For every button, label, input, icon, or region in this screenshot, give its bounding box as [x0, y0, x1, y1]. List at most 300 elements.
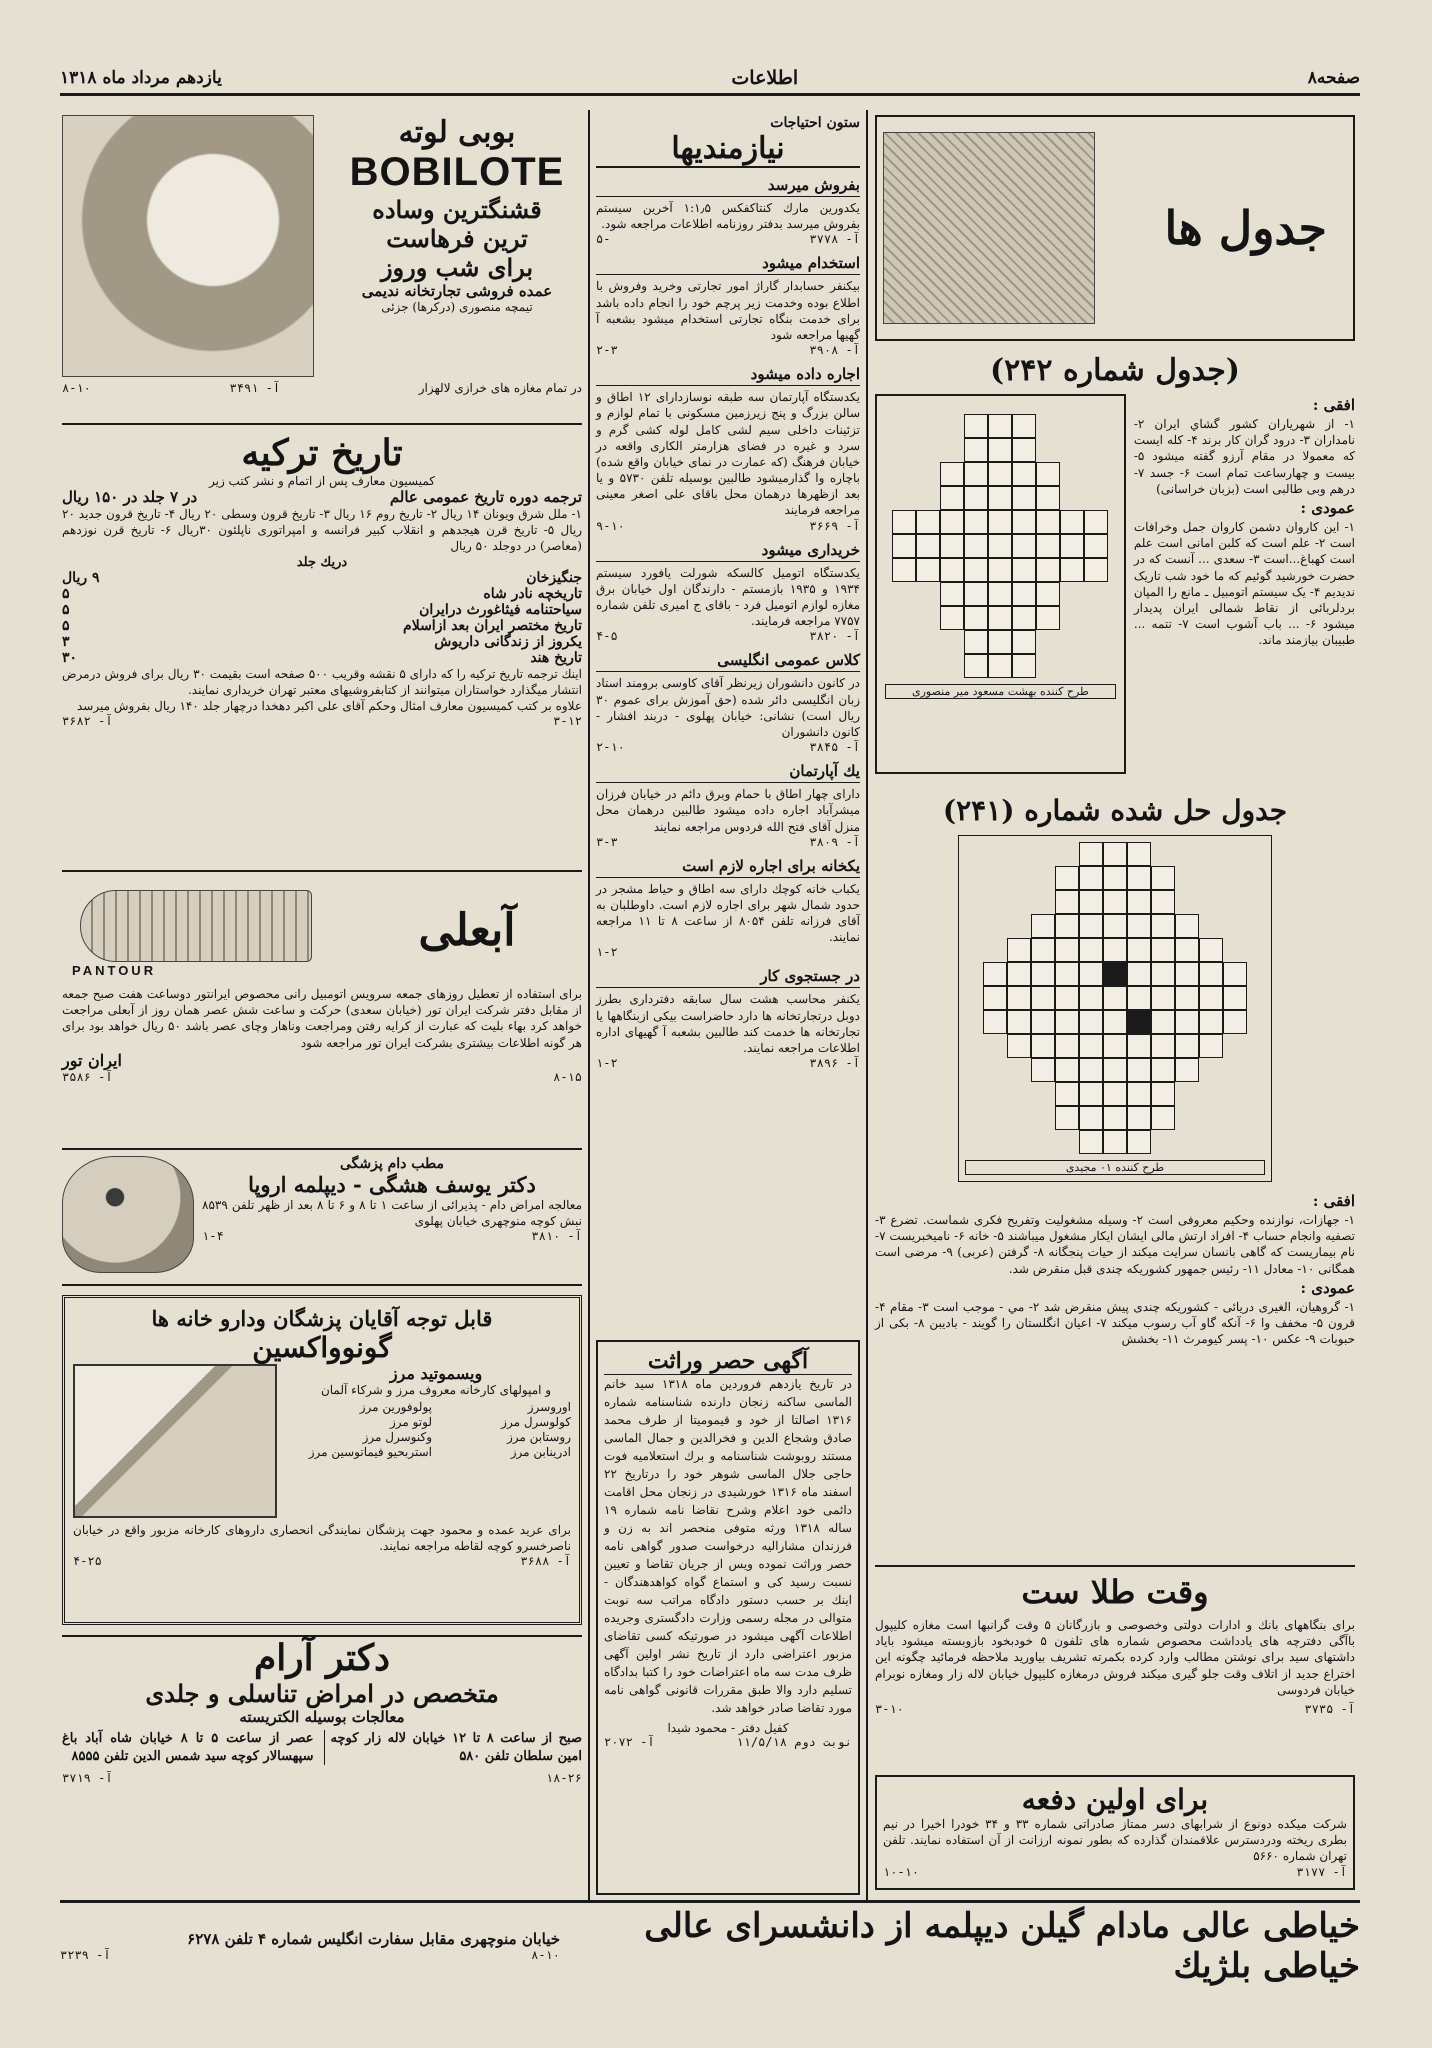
grid-empty [983, 1058, 1007, 1082]
classified-item [596, 965, 860, 1070]
book-name: سياحتنامه فيثاغورث درايران [419, 601, 582, 618]
grid-cell [1007, 986, 1031, 1010]
grid-empty [892, 582, 916, 606]
grid-cell [940, 510, 964, 534]
vet-body: معالجه امراض دام - پذيرائی از ساعت ۱ تا ۸ و ۶ تا ۸ بعد از ظهر تلفن ۸۵۳۹ نبش کوچه منوچهری خيابان پهلوی [202, 1198, 583, 1229]
grid-cell [1079, 1034, 1103, 1058]
grid-cell [1175, 962, 1199, 986]
grid-cell [1103, 1130, 1127, 1154]
grid-cell [1103, 842, 1127, 866]
train-illustration [62, 880, 332, 980]
grid-cell [1031, 938, 1055, 962]
classified-heading: استخدام ميشود [596, 252, 860, 275]
tailor-info [60, 1930, 560, 1962]
grid-cell [1055, 1058, 1079, 1082]
classified-num: ۵- [596, 232, 611, 247]
first-time-codes [883, 1865, 1347, 1879]
grid-cell [1012, 438, 1036, 462]
grid-empty [1199, 1130, 1223, 1154]
page-number: صفحه۸ [1307, 67, 1360, 88]
history-codes [62, 714, 582, 728]
classified-num: ۳-۳ [596, 834, 618, 849]
grid-cell [1151, 938, 1175, 962]
grid-cell [892, 510, 916, 534]
book-price: ۵ [62, 601, 70, 618]
grid-cell [1103, 1034, 1127, 1058]
grid-cell [1012, 606, 1036, 630]
grid-empty [1084, 630, 1108, 654]
grid-cell [1199, 986, 1223, 1010]
grid-cell [1036, 534, 1060, 558]
grid-cell [988, 414, 1012, 438]
classified-code: آ- ۳۷۷۸ [809, 232, 860, 247]
faces-illustration-icon [883, 132, 1095, 324]
product-item: استربحيو فيماتوسين مرز [308, 1445, 432, 1459]
gono-sub: ويسموتيد مرز [389, 1364, 483, 1383]
classified-codes [596, 945, 860, 959]
dog-head-icon [62, 1156, 194, 1273]
grid-cell [1103, 914, 1127, 938]
grid-cell [1007, 1034, 1031, 1058]
bobilote-footer [62, 381, 582, 395]
bobilote-line3: برای شب وروز [380, 253, 534, 282]
grid-empty [1175, 1106, 1199, 1130]
book-price: ۹ ريال [62, 569, 100, 586]
grid-empty [1223, 914, 1247, 938]
classified-heading: در جستجوی کار [596, 965, 860, 988]
bobilote-line1: قشنگترين وساده [372, 195, 542, 224]
classified-codes [596, 519, 860, 533]
grid-cell [1127, 1106, 1151, 1130]
grid-cell [1012, 558, 1036, 582]
grid-empty [1060, 606, 1084, 630]
classified-num: ۲-۳ [596, 343, 618, 358]
classified-body: يکدستگاه اتوميل کالسکه شورلت يافورد سيستم ۱۹۳۴ و ۱۹۳۵ بازمستم - دارندگان اول خيابان برق مغازه لوازم اتوميل فرد - باقای ج اميری تلفن شماره ۷۷۵۷ مراجعه فرمايند. [596, 565, 860, 629]
grid-cell [1127, 914, 1151, 938]
grid-cell [964, 510, 988, 534]
grid-empty [1060, 654, 1084, 678]
grid-cell [1175, 938, 1199, 962]
grid-empty [916, 462, 940, 486]
grid-empty [1084, 414, 1108, 438]
classified-heading: کلاس عمومی انگليسی [596, 649, 860, 672]
grid-empty [1084, 582, 1108, 606]
classified-heading: يك آپارتمان [596, 760, 860, 783]
grid-cell [1127, 842, 1151, 866]
grid-cell [1223, 986, 1247, 1010]
bobilote-code: آ- ۳۴۹۱ [229, 381, 281, 395]
grid-cell [1007, 938, 1031, 962]
classified-list [596, 174, 860, 1070]
grid-cell [1055, 1106, 1079, 1130]
bobilote-text [332, 115, 582, 377]
grid-empty [1084, 438, 1108, 462]
grid-cell [940, 462, 964, 486]
grid-empty [1031, 890, 1055, 914]
grid-empty [1199, 914, 1223, 938]
grid-empty [1199, 1082, 1223, 1106]
grid-empty [1060, 630, 1084, 654]
grid-cell [1036, 510, 1060, 534]
newspaper-name: اطلاعات [731, 66, 799, 89]
grid-cell [1151, 1106, 1175, 1130]
grid-empty [1084, 654, 1108, 678]
down-label: عمودی : [1300, 498, 1355, 517]
grid-empty [1031, 1106, 1055, 1130]
grid-cell [1103, 866, 1127, 890]
grid-cell [1175, 1034, 1199, 1058]
grid-empty [916, 414, 940, 438]
notice-num: نوبت دوم ۱۱/۵/۱۸ [736, 1735, 852, 1749]
grid-cell [1036, 606, 1060, 630]
grid-cell [964, 414, 988, 438]
history-num: ۳-۱۲ [553, 714, 582, 729]
grid-cell [1127, 962, 1151, 986]
classified-code: آ- ۳۸۲۰ [809, 629, 860, 644]
grid-cell [1084, 510, 1108, 534]
classified-heading: خريداری ميشود [596, 539, 860, 562]
grid-cell [988, 510, 1012, 534]
classified-item [596, 855, 860, 960]
grid-empty [1084, 606, 1108, 630]
grid-empty [1199, 890, 1223, 914]
grid-empty [1175, 842, 1199, 866]
grid-cell [1031, 914, 1055, 938]
grid-cell [1036, 558, 1060, 582]
crossword-grid-241 [958, 835, 1272, 1182]
grid-cell [1055, 962, 1079, 986]
grid-cell [988, 462, 1012, 486]
time-gold-code: آ- ۳۷۳۵ [1304, 1701, 1355, 1716]
book-price: ۵ [62, 617, 70, 634]
grid-empty [1223, 866, 1247, 890]
gono-codes [73, 1554, 571, 1568]
book-row [62, 634, 582, 650]
grid-cell [892, 558, 916, 582]
grid-empty [1223, 1082, 1247, 1106]
aram-hours-right: صبح از ساعت ۸ تا ۱۲ خيابان لاله زار کوچه امين سلطان تلفن ۵۸۰ [324, 1730, 583, 1765]
grid-cell [1060, 534, 1084, 558]
book-name: جنگيزخان [526, 569, 582, 586]
grid-cell [1151, 962, 1175, 986]
notice-codes [604, 1735, 852, 1749]
classified-num: ۲-۱۰ [596, 740, 625, 755]
grid-empty [1199, 866, 1223, 890]
abali-num: ۸-۱۵ [553, 1069, 582, 1084]
grid-empty [1007, 1082, 1031, 1106]
first-time-body: شرکت ميکده دونوع از شرابهای دسر ممتاز صادراتی شماره ۳۳ و ۳۴ خودرا اخيرا در نيم بطری ريخته ودردسترس علاقمندان گذارده که بطور نمونه ارزانت از آن استفاده نمايند. تلفن تهران شماره ۵۶۶۰ [883, 1817, 1347, 1864]
book-name: يکروز از زندگانی داريوش [434, 633, 582, 650]
grid-cell [1103, 1058, 1127, 1082]
grid-cell [1079, 1130, 1103, 1154]
grid-cell [1012, 534, 1036, 558]
grid-cell [1055, 938, 1079, 962]
classified-item [596, 174, 860, 246]
product-item: وکنوسرل مرز [362, 1430, 432, 1444]
ad-first-time [875, 1775, 1355, 1890]
grid-empty [1060, 414, 1084, 438]
train-icon [80, 890, 312, 962]
grid-cell [1055, 986, 1079, 1010]
grid-cell [1012, 462, 1036, 486]
product-item: ادرينابن مرز [510, 1445, 571, 1459]
grid-cell [1031, 986, 1055, 1010]
grid-cell [1084, 558, 1108, 582]
puzzle-title: (جدول شماره ۲۴۲) [989, 353, 1241, 388]
grid-cell [1055, 914, 1079, 938]
grid-cell [1127, 986, 1151, 1010]
bobilote-title-en: BOBILOTE [349, 150, 565, 194]
classified-body: بيکنفر حسابدار گاراژ امور تجارتی وخريد وفروش با اطلاع بوده وخدمت زير پرچم خود را انجام داده باشد برای خدمت بنگاه تجارتی استخدام ميشود بشعبه آ گهيها مراجعه شود [596, 279, 860, 342]
classifieds-title: نيازمنديها [596, 131, 860, 168]
grid-empty [892, 438, 916, 462]
grid-empty [983, 842, 1007, 866]
across-clues: ۱- از شهرياران کشور گشاي ايران ۲- نامداران ۳- درود گران کار برند ۴- کله ايست که معمولا در مقام آرزو گفته ميشود ۵- بيست و چهارساعت تمام است ۶- جسد ۷- درهم وبی طالبی است (بزبان خراسانی) [1133, 417, 1356, 496]
grid-empty [983, 1130, 1007, 1154]
puzzle-credit: طرح کننده بهشت مسعود مير منصوری [885, 684, 1116, 699]
classified-codes [596, 835, 860, 849]
grid-cell [1151, 986, 1175, 1010]
classified-item [596, 363, 860, 533]
grid-cell [1103, 1082, 1127, 1106]
book-name: تاريخ هند [530, 649, 582, 666]
bobilote-line4: عمده فروشی تجارتخانه نديمی [361, 282, 553, 300]
notice-body: در تاريخ يازدهم فروردين ماه ۱۳۱۸ سيد خانم الماسی ساکنه زنجان دارنده شناسنامه شماره ۱۳۱۶ اصالتا از خود و قيموميتا از طرف محمد صادق وشجاع الدين و فخرالدين و جمال الماسی مستند روبوشت شناسنامه و برك استعلاميه فوت حاجی جلال الماسی شوهر خود را درتاريخ ۲۲ اسفند ماه ۱۳۱۶ خورشيدی در زنجان محل اقامت دائمی خود اعلام وشرح نقاضا نامه شماره ۱۹ ساله ۱۳۱۸ ورثه متوفی منحصر اند به زن و فرزندان مشاراليه درخواست صدور گواهی نامه حصر وراثت نموده ويس از جريان تقاضا و تعيين نسبت رسيد کی و استماع گواه کواهدهندگان - اينك بر حسب دستور دادگاه مراتب سه نوبت متوالی در مجله رسمی وزارت دادگستری وجريده اطلاعات آگهی ميشود در صورتيکه کسی تقاضای مزبور اعتراضی دارد از تاريخ نشر اولين آگهی ظرف مدت سه ماه اعتراضات خود را کتبا بدادگاه تسليم دارد والا طبق مقررات قانونی گواهی نامه مورد تقاضا صادر خواهد شد. [604, 1377, 852, 1715]
book-row [62, 586, 582, 602]
gono-title: قابل توجه آقايان پزشگان ودارو خانه ها [151, 1306, 493, 1331]
classified-item [596, 649, 860, 754]
grid-empty [1060, 462, 1084, 486]
grid-cell [1055, 890, 1079, 914]
gono-body: برای عريد عمده و محمود جهت پزشگان نمايندگی انحصاری داروهای کارخانه مزبور واقع در خيابان ناصرخسرو کوچه لقاطه مراجعه نمايند. [73, 1523, 571, 1554]
grid-cell [1036, 486, 1060, 510]
book-row [62, 650, 582, 666]
history-heading-row [62, 488, 582, 506]
grid-empty [1175, 1130, 1199, 1154]
grid-cell [1127, 1058, 1151, 1082]
bobilote-line2: ترين فرهاست [386, 224, 528, 253]
pantour-brand: PANTOUR [72, 963, 157, 978]
grid-cell [916, 534, 940, 558]
solved-across-clues: ۱- جهازات، نوازنده وحکيم معروفی است ۲- وسيله مشغوليت وتفريح فکری شماست. تضرع ۳- تصفيه وانجام حساب ۴- افراد ارتش مالی ايشان ايکار مشغول ميباشند ۵- خانه ۶- ناميخبريست ۷- نام بيماريست که گاهی بانسان سرايت ميکند از حيات پنجگانه ۸- گرفتن (عربی) ۹- مرضی است همگانی ۱۰- معادل ۱۱- رئيس جمهور کشوريکه چندی قبل منقرض شد. [875, 1213, 1355, 1276]
grid-cell [988, 438, 1012, 462]
grid-cell [892, 534, 916, 558]
grid-cell [940, 534, 964, 558]
grid-empty [1007, 1058, 1031, 1082]
grid-cell [1079, 1010, 1103, 1034]
classified-heading: يكخانه برای اجاره لازم است [596, 855, 860, 878]
grid-cell [988, 582, 1012, 606]
grid-cell [1103, 1010, 1127, 1034]
grid-cell [964, 534, 988, 558]
grid-cell [1031, 962, 1055, 986]
grid-empty [916, 630, 940, 654]
classified-item [596, 252, 860, 357]
ad-turkey-history [62, 432, 582, 872]
grid-black-cell [1103, 962, 1127, 986]
history-body: ۱- ملل شرق ويونان ۱۴ ريال ۲- تاريخ روم ۱۶ ريال ۳- تاريخ قرون وسطی ۲۰ ريال ۴- تاريخ قرون جديد ۲۰ ريال ۵- تاريخ قرن هيجدهم و انقلاب کبير فرانسه و امپراتوری ناپلئون ۳۰ريال ۶- تاريخ قرن نوزدهم (معاصر) در دوجلد ۵۰ ريال [62, 507, 583, 554]
grid-cell [1127, 938, 1151, 962]
aram-hours-left: عصر از ساعت ۵ تا ۸ خيابان شاه آباد باغ سپهسالار کوچه سيد شمس الدين تلفن ۸۵۵۵ [62, 1731, 314, 1764]
grid-empty [1175, 866, 1199, 890]
vet-title: دکتر يوسف هشگی - ديپلمه اروپا [248, 1172, 536, 1197]
book-price: ۳ [62, 633, 70, 650]
abali-code: آ- ۳۵۸۶ [62, 1069, 113, 1084]
history-footer2: علاوه بر کتب کميسيون معارف امثال وحکم آقای علی اکبر دهخدا درچهار جلد ۱۴۰ ريال بفروش ميرسد [77, 698, 582, 713]
grid-cell [1012, 510, 1036, 534]
tailor-codes [60, 1948, 560, 1962]
solved-title: جدول حل شده شماره (۲۴۱) [942, 794, 1288, 827]
grid-empty [1084, 462, 1108, 486]
grid-empty [1055, 1130, 1079, 1154]
grid-empty [1175, 1082, 1199, 1106]
grid-cell [1060, 558, 1084, 582]
grid-empty [1007, 1106, 1031, 1130]
grid-black-cell [1127, 1010, 1151, 1034]
classifieds-column [596, 115, 860, 1265]
aram-line: معالجات بوسيله الکتريسته [239, 1708, 405, 1726]
tailor-num: ۸-۱۰ [531, 1948, 560, 1962]
woman-hairstyle-icon [62, 115, 314, 377]
grid-cell [988, 558, 1012, 582]
grid-cell [1084, 534, 1108, 558]
down-clues: ۱- اين کاروان دشمن کاروان جمل وخرافات است ۲- علم است که کلبن امانی است علم است کهباغ...است ۳- سعدی ... آنست که در حضرت خورشيد گوئيم که ما خود شب تاريک نديديم ۴- يک سيستم اتومبيل ـ مانع را المپان بردلربائی از نقاط شمالی ايران پديدار ميشود ۶- ... باب آشوب است ۷- تتمه ... طبيبان بيازمند ماند. [1133, 519, 1355, 648]
across-label: افقی : [1312, 396, 1355, 414]
grid-cell [1103, 1106, 1127, 1130]
solved-clues [875, 1192, 1355, 1347]
ad-time-is-gold [875, 1565, 1355, 1765]
grid-cell [1060, 510, 1084, 534]
grid-empty [983, 1034, 1007, 1058]
grid-empty [1007, 914, 1031, 938]
grid-cell [1151, 1058, 1175, 1082]
grid-empty [1060, 438, 1084, 462]
inheritance-notice [596, 1340, 860, 1895]
grid-empty [1223, 1034, 1247, 1058]
grid-empty [1031, 1082, 1055, 1106]
book-price: ۵ [62, 585, 70, 602]
classified-body: يکباب خانه کوچك دارای سه اطاق و حياط مشجر در حدود شمال شهر برای اجاره لازم است. داوطلبان به آقای فرزانه تلفن ۸۰۵۴ از ساعت ۸ تا ۱۱ مراجعه نمايند. [596, 881, 861, 945]
grid-cell [1012, 630, 1036, 654]
abali-title: آبعلی [418, 904, 516, 956]
ad-doctor-aram [62, 1635, 582, 1890]
grid-empty [940, 654, 964, 678]
classified-code: آ- ۳۶۶۹ [809, 518, 860, 533]
medicine-box-icon [73, 1364, 277, 1518]
grid-empty [1036, 630, 1060, 654]
grid-cell [1127, 1130, 1151, 1154]
history-title: تاريخ ترکيه [241, 432, 403, 474]
notice-sign: کفيل دفتر - محمود شيدا [667, 1721, 789, 1735]
bottom-divider [60, 1900, 1360, 1903]
grid-cell [1055, 866, 1079, 890]
grid-empty [940, 438, 964, 462]
first-time-code: آ- ۳۱۷۷ [1296, 1864, 1347, 1879]
grid-cell [1199, 962, 1223, 986]
grid-cell [983, 986, 1007, 1010]
product-item: روستابن مرز [506, 1430, 571, 1444]
clues-242 [1134, 394, 1355, 774]
grid-empty [1151, 842, 1175, 866]
abali-codes [62, 1070, 582, 1084]
history-price: در ۷ جلد در ۱۵۰ ريال [62, 488, 198, 506]
grid-empty [916, 582, 940, 606]
classified-body: در کانون دانشوران زيرنظر آقای کاوسی برومند استاد زبان انگليسی دائر شده (حق آموزش برای عموم ۳۰ ريال است) نشانی: خيابان پهلوی - دربند افشار - کانون دانشوران [596, 676, 860, 739]
page-header [60, 62, 1360, 96]
classified-num: ۹-۱۰ [596, 518, 625, 533]
grid-cell [1127, 890, 1151, 914]
grid-empty [1199, 842, 1223, 866]
classified-code: آ- ۳۸۰۹ [809, 834, 860, 849]
grid-empty [983, 938, 1007, 962]
grid-cell [964, 582, 988, 606]
aram-sub: متخصص در امراض تناسلی و جلدی [145, 1679, 499, 1708]
grid-empty [983, 866, 1007, 890]
grid-empty [1007, 866, 1031, 890]
grid-cell [964, 606, 988, 630]
grid-cell [1223, 1010, 1247, 1034]
grid-cell [1175, 986, 1199, 1010]
grid-cell [1079, 1082, 1103, 1106]
grid-cell [1175, 1010, 1199, 1034]
gono-product: گونوواکسين [252, 1331, 392, 1364]
grid-cell [1031, 1034, 1055, 1058]
grid-empty [1199, 1058, 1223, 1082]
grid-cell [1079, 890, 1103, 914]
book-row [62, 602, 582, 618]
column-divider-left [588, 110, 590, 1900]
grid-empty [892, 414, 916, 438]
grid-cell [964, 462, 988, 486]
grid-cell [1151, 914, 1175, 938]
grid-cell [940, 486, 964, 510]
grid-empty [940, 630, 964, 654]
grid-cell [1199, 1010, 1223, 1034]
bobilote-footer-text: در تمام مغازه های خرازی لالهزار [418, 381, 582, 395]
classified-codes [596, 232, 860, 246]
classified-item [596, 539, 860, 644]
grid-cell [940, 558, 964, 582]
time-gold-num: ۳-۱۰ [875, 1701, 904, 1716]
abali-body: برای استفاده از تعطيل روزهای جمعه سرويس اتومبيل رانی محصوص ايرانتور دوساعت هفت صبح جمعه از مقابل دفتر شرکت ايران تور (خيابان سعدی) حرکت و ساعت شش عصر همان روز از آبعلی مراجعت خواهد کرد بهاء بليت که عبارت از کرايه رفتن ومراجعت وناهار وچای عصر باشد ۵۰ ريال خواهد بود برای هر گونه اطلاعات بيشتری بشرکت ايران تور مراجعه شود [62, 987, 582, 1050]
grid-cell [1079, 866, 1103, 890]
time-gold-title: وقت طلا ست [1021, 1573, 1209, 1611]
ad-abali [62, 880, 582, 1150]
gono-code: آ- ۳۶۸۸ [520, 1554, 571, 1569]
grid-cell [1079, 842, 1103, 866]
grid-empty [1055, 842, 1079, 866]
grid-empty [1084, 486, 1108, 510]
history-intro: کميسيون معارف پس از اتمام و نشر کتب زير [208, 474, 436, 488]
classified-code: آ- ۳۸۴۵ [809, 740, 860, 755]
grid-empty [1060, 582, 1084, 606]
grid-empty [1031, 842, 1055, 866]
book-name: تاريخچه نادر شاه [483, 585, 582, 602]
grid-empty [892, 606, 916, 630]
history-book-list [62, 570, 582, 666]
grid-cell [1079, 962, 1103, 986]
solved-down-label: عمودی : [1300, 1278, 1355, 1297]
notice-code: آ- ۲۰۷۲ [604, 1735, 655, 1749]
time-gold-codes [875, 1702, 1355, 1716]
issue-date: یازدهم مرداد ماه ۱۳۱۸ [60, 67, 222, 88]
solved-credit: طرح کننده ۰۱ مجيدی [965, 1160, 1265, 1175]
grid-cell [964, 558, 988, 582]
grid-cell [1012, 654, 1036, 678]
aram-num: ۱۸-۲۶ [545, 1771, 582, 1786]
time-gold-body: برای بنگاههای بانك و ادارات دولتی وخصوصی و بازرگانان ۵ وقت گرانبها است مغازه کليپول باآگی دفترچه های يادداشت محصوص شماره های تلفون ۵ خودبخود بازوبسته ميشود باياد داشتهای سيد برای نوشتن مطالب وارد کرده بکمرته تشريف بياوريد ملاحظه فرمائيد چگونه اين اختراع جديد از اتلاف وقت جلو گيری ميکند فروش درمغازه کليپول خيابان لاله زار ومغازه نوبرام خيابان فردوسی [875, 1618, 1356, 1697]
notice-title: آگهی حصر وراثت [604, 1348, 852, 1375]
